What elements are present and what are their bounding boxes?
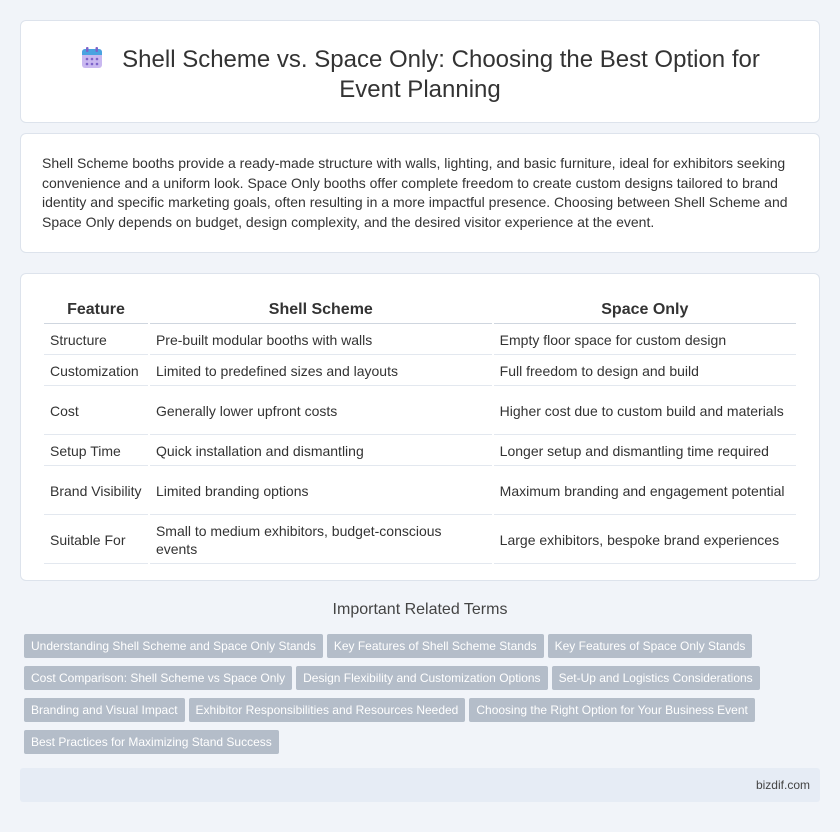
shell-scheme-cell: Small to medium exhibitors, budget-conscious events (150, 517, 492, 564)
table-row (44, 437, 796, 466)
tag-link[interactable]: Key Features of Space Only Stands (548, 634, 753, 658)
shell-scheme-cell: Quick installation and dismantling (150, 437, 492, 466)
feature-cell: Customization (44, 357, 148, 386)
tag-link[interactable]: Best Practices for Maximizing Stand Success (24, 730, 279, 754)
space-only-cell: Maximum branding and engagement potential (494, 468, 796, 515)
intro-card (20, 133, 820, 253)
feature-cell: Suitable For (44, 517, 148, 564)
space-only-cell: Longer setup and dismantling time required (494, 437, 796, 466)
space-only-cell: Higher cost due to custom build and materials (494, 388, 796, 435)
tag-link[interactable]: Understanding Shell Scheme and Space Only Stands (24, 634, 323, 658)
space-only-cell: Empty floor space for custom design (494, 326, 796, 355)
table-row (44, 326, 796, 355)
page-title (21, 45, 819, 105)
shell-scheme-cell: Limited to predefined sizes and layouts (150, 357, 492, 386)
comparison-card (20, 273, 820, 581)
space-only-cell: Full freedom to design and build (494, 357, 796, 386)
tag-link[interactable]: Design Flexibility and Customization Options (296, 666, 547, 690)
header-shell-scheme: Shell Scheme (150, 297, 492, 324)
tag-link[interactable]: Exhibitor Responsibilities and Resources Needed (189, 698, 466, 722)
page-title-text: Shell Scheme vs. Space Only: Choosing the Best Option for Event Planning (122, 46, 760, 103)
feature-cell: Structure (44, 326, 148, 355)
feature-cell: Brand Visibility (44, 468, 148, 515)
header-space-only: Space Only (494, 297, 796, 324)
table-row (44, 517, 796, 564)
table-header-row (44, 297, 796, 324)
tag-link[interactable]: Choosing the Right Option for Your Business Event (469, 698, 755, 722)
footer-site[interactable]: bizdif.com (755, 778, 810, 792)
calendar-icon (80, 46, 104, 70)
footer (20, 768, 820, 802)
tag-link[interactable]: Set-Up and Logistics Considerations (552, 666, 760, 690)
related-terms-title: Important Related Terms (332, 601, 508, 618)
shell-scheme-cell: Limited branding options (150, 468, 492, 515)
tag-link[interactable]: Key Features of Shell Scheme Stands (327, 634, 544, 658)
space-only-cell: Large exhibitors, bespoke brand experiences (494, 517, 796, 564)
intro-paragraph: Shell Scheme booths provide a ready-made structure with walls, lighting, and basic furniture, ideal for exhibitors seeking convenience and a uniform look. Space Only booths offer complete freedom to create custom designs tailored to brand identity and specific marketing goals, often resulting in a more impactful presence. Choosing between Shell Scheme and Space Only depends on budget, design complexity, and the desired visitor experience at the event. (42, 155, 788, 230)
shell-scheme-cell: Generally lower upfront costs (150, 388, 492, 435)
header-feature: Feature (44, 297, 148, 324)
header-card (20, 20, 820, 123)
feature-cell: Setup Time (44, 437, 148, 466)
shell-scheme-cell: Pre-built modular booths with walls (150, 326, 492, 355)
tag-link[interactable]: Cost Comparison: Shell Scheme vs Space Only (24, 666, 292, 690)
table-row (44, 357, 796, 386)
feature-cell: Cost (44, 388, 148, 435)
tag-link[interactable]: Branding and Visual Impact (24, 698, 185, 722)
table-row (44, 468, 796, 515)
comparison-table (42, 295, 798, 566)
table-row (44, 388, 796, 435)
related-terms-tags (24, 634, 824, 762)
